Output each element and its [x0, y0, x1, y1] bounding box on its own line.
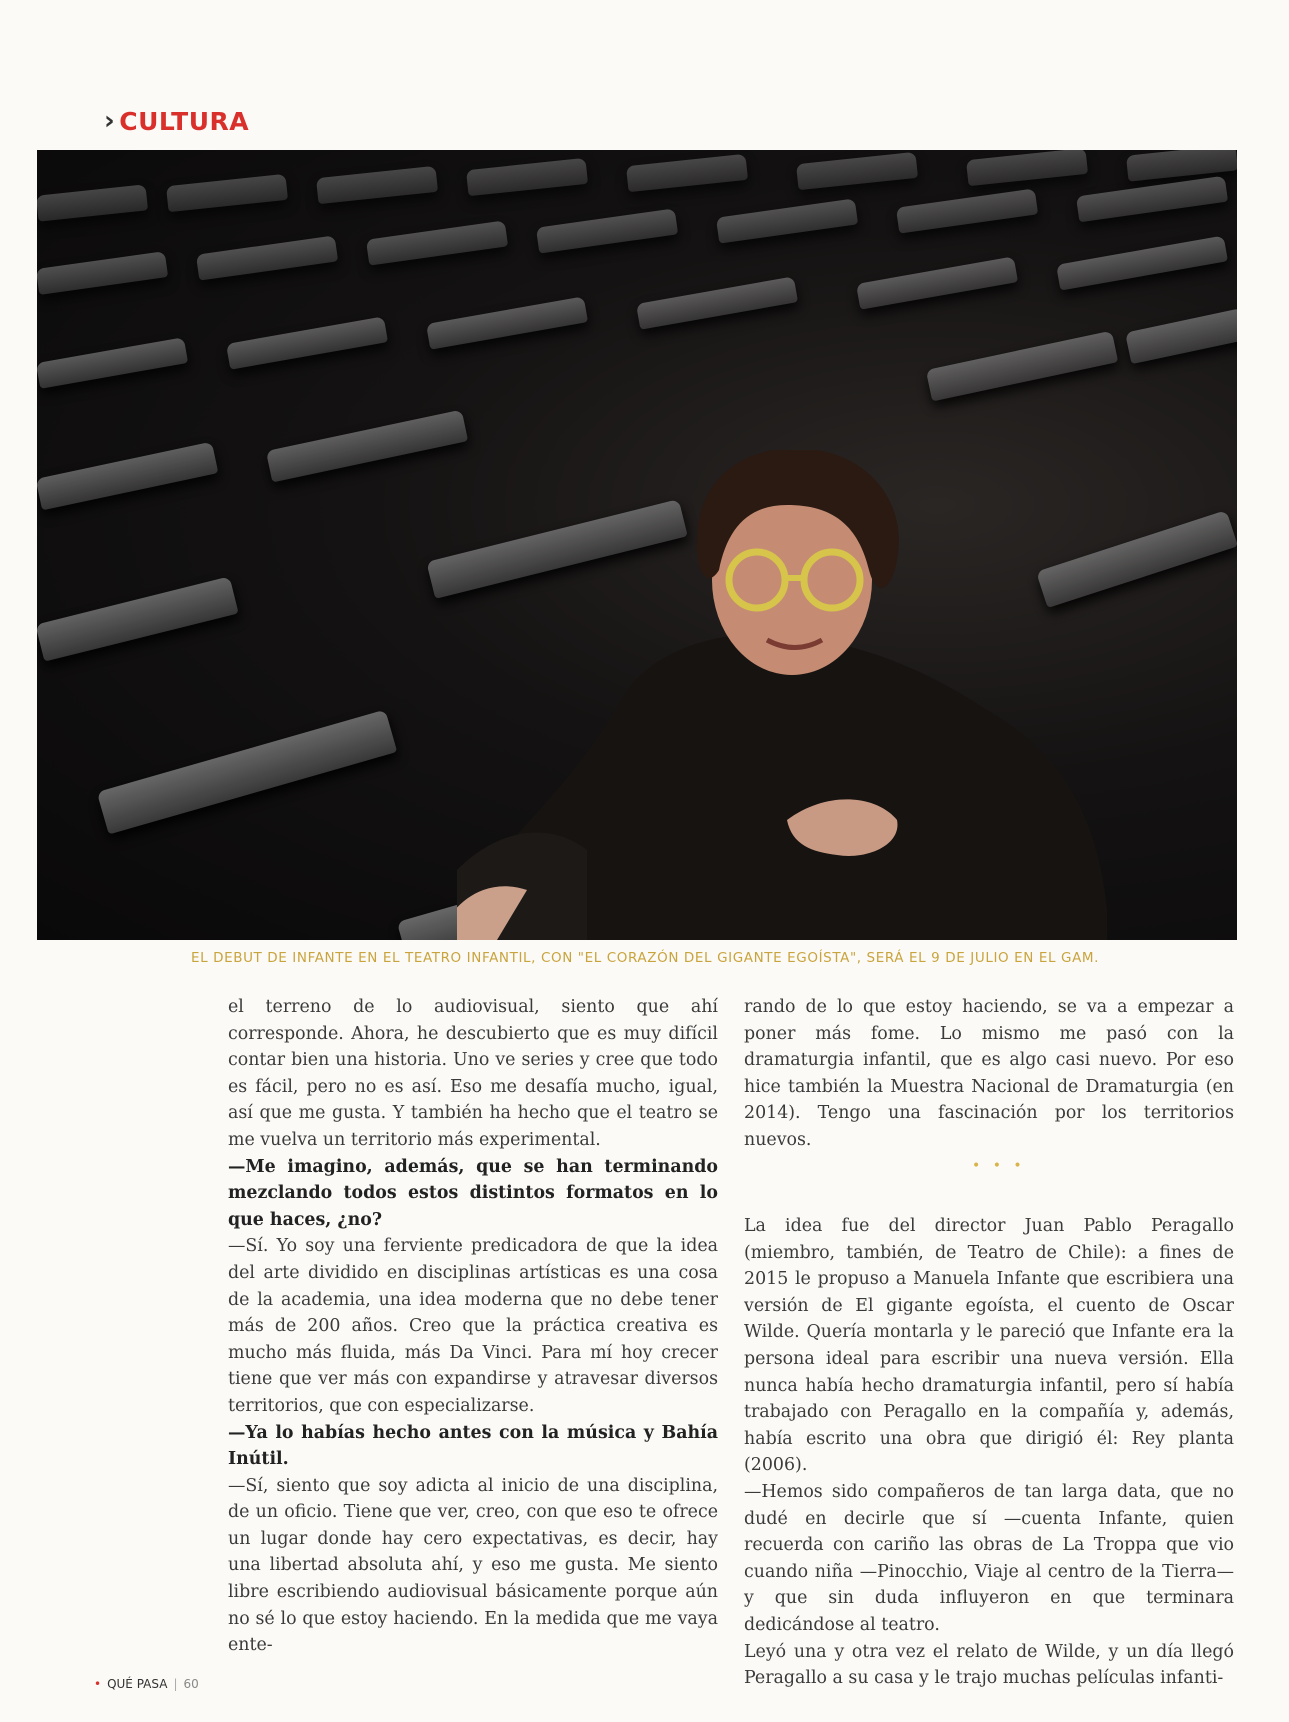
theater-seat	[796, 152, 918, 190]
body-paragraph: Leyó una y otra vez el relato de Wilde, y un día llegó Peragallo a su casa y le trajo muchas películas infanti-	[744, 1641, 1234, 1689]
theater-seat	[37, 251, 168, 295]
right-column-top	[744, 994, 1234, 1154]
photo-caption: EL DEBUT DE INFANTE EN EL TEATRO INFANTIL, CON "EL CORAZÓN DEL GIGANTE EGOÍSTA", SERÁ EL 9 DE JULIO EN EL GAM.	[190, 950, 1100, 966]
theater-seat	[536, 208, 678, 253]
theater-seat	[1056, 235, 1228, 290]
theater-seat	[266, 410, 468, 483]
page-footer	[94, 1677, 199, 1691]
body-paragraph: —Sí. Yo soy una ferviente predicadora de que la idea del arte dividido en disciplinas artísticas es una cosa de la academia, una idea moderna que no debe tener más de 200 años. Creo que la práctica creativa es mucho más fluida, más Da Vinci. Para mí hoy crecer tiene que ver más con expandirse y atravesar diversos territorios, que con especializarse.	[228, 1236, 718, 1416]
chevron-right-icon: ›	[104, 106, 116, 136]
theater-seat	[196, 235, 338, 280]
interview-question: —Me imagino, además, que se han terminando mezclando todos estos distintos formatos en lo que haces, ¿no?	[228, 1156, 718, 1230]
theater-seat	[316, 166, 438, 204]
theater-seat	[1125, 308, 1237, 364]
body-paragraph: el terreno de lo audiovisual, siento que ahí corresponde. Ahora, he descubierto que es muy difícil contar bien una historia. Uno ve series y cree que todo es fácil, pero no es así. Eso me desafía mucho, igual, así que me gusta. Y también ha hecho que el teatro se me vuelva un territorio más experimental.	[228, 997, 718, 1150]
theater-seat	[896, 188, 1038, 233]
page-number: 60	[183, 1677, 199, 1691]
section-separator: • • •	[972, 1158, 1026, 1174]
right-column-bottom	[744, 1213, 1234, 1692]
interview-question: —Ya lo habías hecho antes con la música y Bahía Inútil.	[228, 1422, 718, 1470]
body-paragraph: La idea fue del director Juan Pablo Peragallo (miembro, también, de Teatro de Chile): a fines de 2015 le propuso a Manuela Infante que escribiera una versión de El gigante egoísta, el cuento de Oscar Wilde. Quería montarla y le pareció que Infante era la persona ideal para escribir una nueva versión. Ella nunca había hecho dramaturgia infantil, pero sí había trabajado con Peragallo en la compañía y, además, había escrito una obra que dirigió él: Rey planta (2006).	[744, 1216, 1234, 1476]
theater-seat	[226, 316, 388, 369]
theater-seat	[37, 442, 218, 511]
section-label: CULTURA	[119, 106, 250, 136]
feature-photo	[37, 150, 1237, 940]
left-column	[228, 994, 718, 1659]
theater-seat	[626, 154, 748, 192]
section-header	[104, 106, 249, 136]
theater-seat	[37, 337, 188, 389]
footer-divider: |	[173, 1677, 178, 1691]
theater-seat	[1076, 176, 1228, 223]
body-paragraph: —Sí, siento que soy adicta al inicio de una disciplina, de un oficio. Tiene que ver, creo, con que eso te ofrece un lugar donde hay cero expectativas, es decir, hay una libertad absoluta ahí, y eso me gusta. Me siento libre escribiendo audiovisual básicamente porque aún no sé lo que estoy haciendo. En la medida que me vaya ente-	[228, 1475, 718, 1656]
theater-seat	[37, 184, 148, 221]
theater-seat	[366, 220, 508, 265]
theater-seat	[926, 331, 1119, 402]
woman-portrait	[457, 450, 1157, 940]
body-paragraph: —Hemos sido compañeros de tan larga data, que no dudé en decirle que sí —cuenta Infante, quien recuerda con cariño las obras de La Troppa que vio cuando niña —Pinocchio, Viaje al centro de la Tierra— y que sin duda influyeron en que terminara dedicándose al teatro.	[744, 1481, 1234, 1635]
bullet-icon: •	[94, 1677, 102, 1691]
theater-seat	[636, 276, 798, 329]
theater-seat	[716, 198, 858, 243]
theater-seat	[966, 150, 1088, 186]
theater-seat	[426, 296, 588, 349]
theater-seat	[37, 576, 239, 661]
theater-seat	[466, 158, 588, 196]
theater-seat	[856, 256, 1018, 309]
body-paragraph: rando de lo que estoy haciendo, se va a empezar a poner más fome. Lo mismo me pasó con la dramaturgia infantil, que es algo casi nuevo. Por eso hice también la Muestra Nacional de Dramaturgia (en 2014). Tengo una fascinación por los territorios nuevos.	[744, 997, 1234, 1150]
magazine-name: QUÉ PASA	[107, 1677, 168, 1691]
theater-seat	[166, 174, 288, 212]
theater-seat	[97, 710, 398, 835]
